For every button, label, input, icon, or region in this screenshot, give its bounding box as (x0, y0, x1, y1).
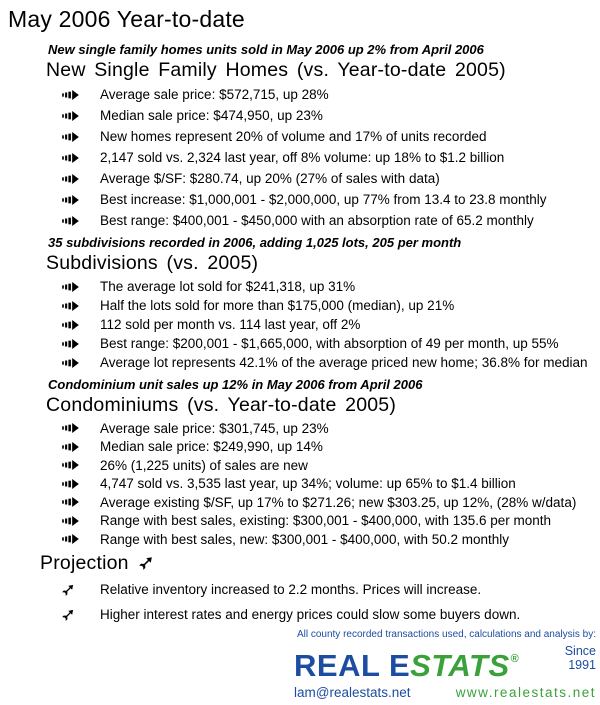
page-title: May 2006 Year-to-date (8, 6, 245, 32)
footer-tagline: All county recorded transactions used, calculations and analysis by: (296, 629, 596, 640)
list-item (0, 147, 600, 168)
list-item (0, 512, 600, 531)
bullet-text: Average existing $/SF, up 17% to $271.26; new $303.25, up 12%, (28% w/data) (100, 494, 577, 510)
bullet-text: Range with best sales, existing: $300,001 - $400,000, with 135.6 per month (100, 513, 552, 529)
condominiums-list (0, 419, 600, 549)
section-intro-condominiums: Condominium unit sales up 12% in May 2006 from April 2006 (48, 377, 423, 392)
fast-forward-arrow-icon (62, 320, 100, 330)
list-item (0, 277, 600, 296)
list-item (0, 438, 600, 457)
list-item (0, 475, 600, 494)
bullet-text: Average $/SF: $280.74, up 20% (27% of sales with data) (100, 171, 440, 186)
bullet-text: Average sale price: $301,745, up 23% (100, 420, 329, 436)
realestats-logo (294, 643, 519, 682)
list-item (0, 493, 600, 512)
bullet-text: Relative inventory increased to 2.2 months. Prices will increase. (100, 581, 482, 597)
fast-forward-arrow-icon (62, 423, 100, 433)
projection-heading-text: Projection (40, 551, 129, 574)
bullet-text: Median sale price: $474,950, up 23% (100, 108, 323, 123)
logo-text-green: STATS (410, 648, 510, 683)
fast-forward-arrow-icon (62, 358, 100, 368)
fast-forward-arrow-icon (62, 153, 100, 163)
bullet-text: Half the lots sold for more than $175,000 (median), up 21% (100, 298, 455, 313)
list-item (0, 126, 600, 147)
list-item (0, 210, 600, 231)
list-item (0, 456, 600, 475)
website-link[interactable]: www.realestats.net (455, 685, 596, 700)
fast-forward-arrow-icon (62, 497, 100, 507)
section-intro-subdivisions: 35 subdivisions recorded in 2006, adding 1,025 lots, 205 per month (48, 235, 462, 250)
list-item (0, 602, 600, 627)
registered-mark: ® (510, 653, 520, 665)
footer (294, 629, 596, 700)
since-badge (565, 644, 596, 672)
bullet-text: Best increase: $1,000,001 - $2,000,000, up 77% from 13.4 to 23.8 monthly (100, 192, 547, 207)
fast-forward-arrow-icon (62, 516, 100, 526)
since-year: 1991 (568, 658, 596, 672)
list-item (0, 189, 600, 210)
fast-forward-arrow-icon (62, 132, 100, 142)
fast-forward-arrow-icon (62, 479, 100, 489)
bullet-text: New homes represent 20% of volume and 17% of units recorded (100, 129, 487, 144)
email-link[interactable]: lam@realestats.net (294, 685, 411, 700)
fast-forward-arrow-icon (62, 460, 100, 470)
fast-forward-arrow-icon (62, 282, 100, 292)
bullet-text: 112 sold per month vs. 114 last year, off 2% (100, 317, 361, 332)
list-item (0, 315, 600, 334)
single-family-list (0, 84, 600, 231)
section-intro-single-family: New single family homes units sold in May 2006 up 2% from April 2006 (48, 42, 484, 57)
section-heading-projection (40, 552, 600, 574)
bullet-text: Higher interest rates and energy prices could slow some buyers down. (100, 606, 521, 622)
fast-forward-arrow-icon (62, 174, 100, 184)
list-item (0, 84, 600, 105)
fast-forward-arrow-icon (62, 111, 100, 121)
bullet-text: The average lot sold for $241,318, up 31% (100, 279, 356, 294)
list-item (0, 530, 600, 549)
section-heading-condominiums: Condominiums (vs. Year-to-date 2005) (46, 394, 397, 416)
list-item (0, 353, 600, 372)
list-item (0, 577, 600, 602)
bullet-text: 2,147 sold vs. 2,324 last year, off 8% volume: up 18% to $1.2 billion (100, 150, 505, 165)
fast-forward-arrow-icon (62, 301, 100, 311)
list-item (0, 419, 600, 438)
logo-text-blue: REAL E (294, 648, 411, 683)
bullet-text: Range with best sales, new: $300,001 - $400,000, with 50.2 monthly (100, 531, 510, 547)
fast-forward-arrow-icon (62, 216, 100, 226)
projection-list (0, 577, 600, 627)
bullet-text: Best range: $400,001 - $450,000 with an absorption rate of 65.2 monthly (100, 213, 534, 228)
bullet-text: Median sale price: $249,990, up 14% (100, 439, 323, 455)
logo-row (294, 643, 596, 682)
list-item (0, 334, 600, 353)
section-heading-subdivisions: Subdivisions (vs. 2005) (46, 252, 259, 274)
bullet-text: Average lot represents 42.1% of the average priced new home; 36.8% for median (100, 355, 588, 370)
contact-row (294, 685, 596, 700)
dart-icon (139, 555, 154, 570)
dart-icon (62, 583, 100, 596)
bullet-text: 4,747 sold vs. 3,535 last year, up 34%; volume: up 65% to $1.4 billion (100, 476, 516, 492)
dart-icon (62, 608, 100, 621)
section-heading-single-family: New Single Family Homes (vs. Year-to-date 2005) (46, 59, 506, 81)
list-item (0, 105, 600, 126)
bullet-text: 26% (1,225 units) of sales are new (100, 457, 308, 473)
bullet-text: Best range: $200,001 - $1,665,000, with absorption of 49 per month, up 55% (100, 336, 559, 351)
bullet-text: Average sale price: $572,715, up 28% (100, 87, 329, 102)
since-word: Since (564, 644, 596, 658)
list-item (0, 168, 600, 189)
fast-forward-arrow-icon (62, 195, 100, 205)
fast-forward-arrow-icon (62, 339, 100, 349)
fast-forward-arrow-icon (62, 90, 100, 100)
list-item (0, 296, 600, 315)
subdivisions-list (0, 277, 600, 372)
fast-forward-arrow-icon (62, 442, 100, 452)
fast-forward-arrow-icon (62, 534, 100, 544)
